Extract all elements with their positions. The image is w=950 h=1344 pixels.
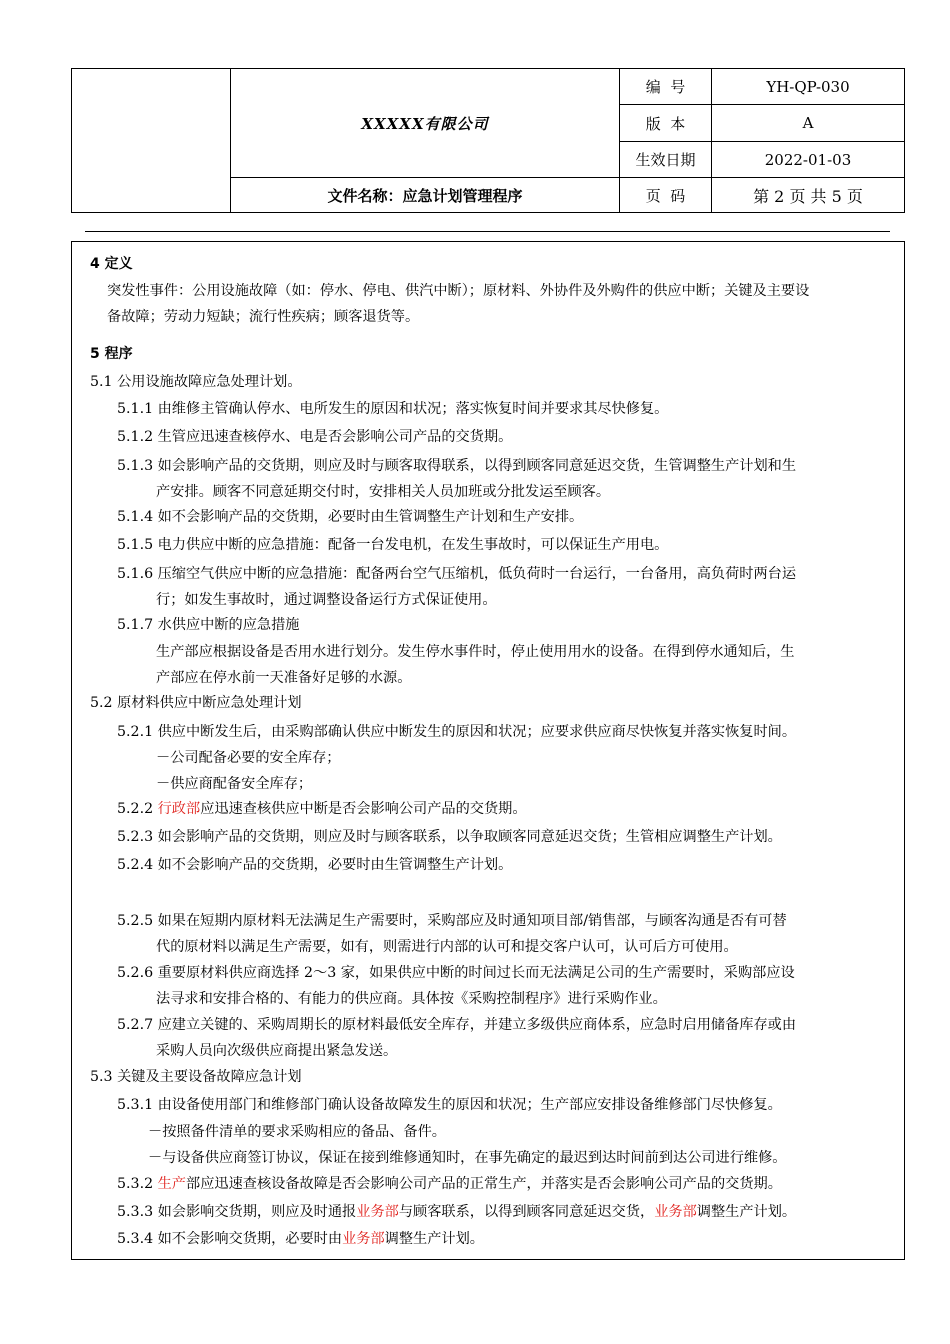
clause: 5.2.7 应建立关键的、采购周期长的原材料最低安全库存，并建立多级供应商体系，应急时启用储备库存或由: [117, 1017, 797, 1033]
document-title: 文件名称：应急计划管理程序: [327, 186, 523, 205]
clause: 5.2.5 如果在短期内原材料无法满足生产需要时，采购部应及时通知项目部/销售部，与顾客沟通是否有可替: [117, 913, 787, 929]
bullet-item: －与设备供应商签订协议，保证在接到维修通知时，在事先确定的最迟到达时间前到达公司进行维修。: [148, 1150, 787, 1166]
bullet-item: －公司配备必要的安全库存；: [156, 750, 341, 766]
highlighted-department: 行政部: [157, 801, 201, 817]
subsection-heading: 5.2 原材料供应中断应急处理计划: [90, 695, 302, 711]
highlighted-department: 业务部: [654, 1204, 697, 1220]
subsection-heading: 5.3 关键及主要设备故障应急计划: [90, 1069, 302, 1085]
section-4-title: 4 定义: [90, 256, 133, 272]
clause: 5.3.4 如不会影响交货期，必要时由业务部调整生产计划。: [117, 1231, 484, 1247]
paragraph: 备故障；劳动力短缺；流行性疾病；顾客退货等。: [107, 309, 420, 325]
clause-continuation: 产安排。顾客不同意延期交付时，安排相关人员加班或分批发运至顾客。: [156, 484, 611, 500]
clause-continuation: 行；如发生事故时，通过调整设备运行方式保证使用。: [156, 592, 497, 608]
page-number-value: 第 2 页 共 5 页: [753, 186, 863, 206]
highlighted-department: 业务部: [342, 1231, 385, 1247]
version-value: A: [802, 114, 814, 132]
highlighted-department: 生产: [157, 1176, 186, 1192]
paragraph: 突发性事件：公用设施故障（如：停水、停电、供汽中断）；原材料、外协件及外购件的供应中断；关键及主要设: [107, 283, 810, 299]
doc-number-value: YH-QP-030: [766, 77, 850, 96]
highlighted-department: 业务部: [356, 1204, 399, 1220]
clause-continuation: 生产部应根据设备是否用水进行划分。发生停水事件时，停止使用用水的设备。在得到停水通知后，生: [156, 644, 795, 660]
clause-continuation: 法寻求和安排合格的、有能力的供应商。具体按《采购控制程序》进行采购作业。: [156, 991, 667, 1007]
clause: 5.1.4 如不会影响产品的交货期，必要时由生管调整生产计划和生产安排。: [117, 509, 584, 525]
clause: 5.1.7 水供应中断的应急措施: [117, 617, 300, 633]
version-label: 版 本: [645, 114, 686, 133]
clause-continuation: 产部应在停水前一天准备好足够的水源。: [156, 670, 412, 686]
clause: 5.3.2 生产部应迅速查核设备故障是否会影响公司产品的正常生产，并落实是否会影响公司产品的交货期。: [117, 1176, 782, 1192]
clause: 5.1.2 生管应迅速查核停水、电是否会影响公司产品的交货期。: [117, 429, 513, 445]
clause: 5.1.6 压缩空气供应中断的应急措施：配备两台空气压缩机，低负荷时一台运行，一台备用，高负荷时两台运: [117, 566, 797, 582]
clause: 5.2.1 供应中断发生后，由采购部确认供应中断发生的原因和状况；应要求供应商尽快恢复并落实恢复时间。: [117, 724, 797, 740]
header-separator-line: [85, 231, 890, 232]
bullet-item: －供应商配备安全库存；: [156, 776, 313, 792]
document-body: [71, 241, 905, 1260]
section-5-title: 5 程序: [90, 346, 133, 362]
doc-number-label: 编 号: [645, 78, 686, 96]
clause: 5.3.3 如会影响交货期，则应及时通报业务部与顾客联系，以得到顾客同意延迟交货，业务部调整生产计划。: [117, 1204, 797, 1220]
subsection-heading: 5.1 公用设施故障应急处理计划。: [90, 374, 302, 390]
bullet-item: －按照备件清单的要求采购相应的备品、备件。: [148, 1124, 446, 1140]
company-name: XXXXX有限公司: [361, 114, 489, 133]
effective-date-value: 2022-01-03: [764, 150, 852, 169]
clause: 5.3.1 由设备使用部门和维修部门确认设备故障发生的原因和状况；生产部应安排设备维修部门尽快修复。: [117, 1097, 782, 1113]
clause: 5.2.6 重要原材料供应商选择 2～3 家，如果供应中断的时间过长而无法满足公司的生产需要时，采购部应设: [117, 965, 795, 981]
clause: 5.1.5 电力供应中断的应急措施：配备一台发电机，在发生事故时，可以保证生产用电。: [117, 537, 669, 553]
clause: 5.1.3 如会影响产品的交货期，则应及时与顾客取得联系，以得到顾客同意延迟交货，生管调整生产计划和生: [117, 458, 797, 474]
clause-continuation: 采购人员向次级供应商提出紧急发送。: [156, 1043, 398, 1059]
page-number-label: 页 码: [645, 186, 686, 205]
document-header: [71, 68, 905, 213]
effective-date-label: 生效日期: [635, 151, 696, 169]
clause-continuation: 代的原材料以满足生产需要，如有，则需进行内部的认可和提交客户认可，认可后方可使用。: [156, 939, 738, 955]
clause: 5.2.2 行政部应迅速查核供应中断是否会影响公司产品的交货期。: [117, 801, 527, 817]
clause: 5.2.3 如会影响产品的交货期，则应及时与顾客联系，以争取顾客同意延迟交货；生管相应调整生产计划。: [117, 829, 782, 845]
clause: 5.1.1 由维修主管确认停水、电所发生的原因和状况；落实恢复时间并要求其尽快修复。: [117, 401, 669, 417]
clause: 5.2.4 如不会影响产品的交货期，必要时由生管调整生产计划。: [117, 857, 513, 873]
